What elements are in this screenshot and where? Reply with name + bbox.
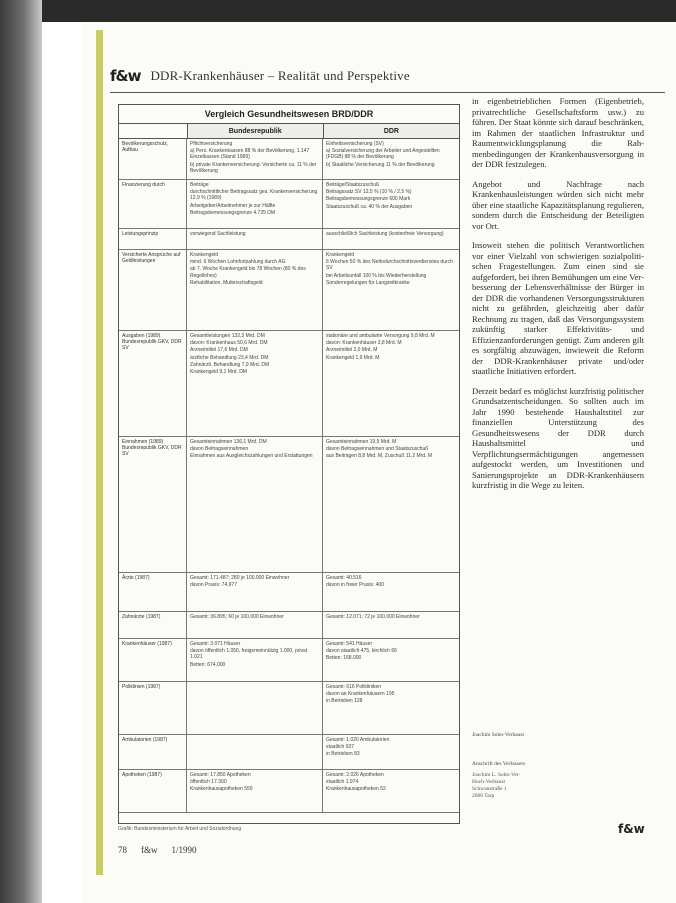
author-name: Joachim Sohn-Verhaust: [472, 732, 525, 738]
cell-ddr: [323, 770, 459, 812]
cell-ddr: [323, 612, 459, 638]
page-color-strip: [96, 30, 103, 875]
row-label: Ambulatorien (1987): [119, 735, 187, 769]
table-row: [119, 682, 459, 735]
cell-line: in Betrieben 128: [326, 698, 363, 705]
cell-line: Gesamtleistungen 132,3 Mrd. DM: [190, 333, 265, 339]
cell-line: davon an Krankenhäusern 195: [326, 691, 395, 698]
row-label: Zahnärzte (1987): [119, 612, 187, 638]
cell-line: Pflichtversicherung: [190, 141, 233, 147]
cell-ddr: [323, 573, 459, 611]
cell-line: Gesamt: 12.071; 72 je 100.000 Einwohner: [326, 614, 420, 620]
table-row: [119, 639, 459, 682]
scan-top-shadow: [0, 0, 676, 22]
cell-line: Gesamt: 3.071 Häuser: [190, 641, 241, 647]
cell-bundesrepublik: [187, 250, 323, 330]
cell-bundesrepublik: [187, 573, 323, 611]
cell-line: davon Praxis: 74.977: [190, 582, 237, 589]
cell-line: Beitragsbemessungsgrenze 600 Mark: [326, 196, 411, 203]
cell-ddr: [323, 437, 459, 572]
cell-line: stationäre und ambulante Versorgung 9,8 Mrd. M: [326, 333, 435, 339]
scan-left-shadow: [0, 0, 42, 903]
footer-issue: 1/1990: [171, 845, 197, 855]
cell-line: durchschnittlicher Beitragssatz ges. Krankenversicherung 12,9 % (1989): [190, 189, 318, 202]
cell-line: Gesamt: 2.026 Apotheken: [326, 772, 384, 778]
cell-line: Staatszuschuß ca. 40 % der Ausgaben: [326, 203, 413, 210]
row-label: Ärzte (1987): [119, 573, 187, 611]
cell-line: Arzneimittel 17,6 Mrd. DM: [190, 347, 248, 354]
row-label: Leistungsprinzip: [119, 229, 187, 249]
cell-line: a) Pers. Krankenkassen 88 % der Bevölkerung, 1.147 Einzelkassen (Stand 1989): [190, 148, 310, 161]
article-column: [472, 96, 644, 500]
row-label: Poliklinien (1987): [119, 682, 187, 734]
cell-line: Beiträge: [190, 182, 209, 188]
address-line: Schwanstraße 1: [472, 786, 507, 792]
table-title: Vergleich Gesundheitswesen BRD/DDR: [119, 105, 459, 124]
table-row: [119, 573, 459, 612]
cell-line: Krankenhausapotheken 52: [326, 786, 386, 793]
table-row: [119, 770, 459, 813]
cell-line: vorwiegend Sachleistung: [190, 231, 246, 237]
cell-line: Gesamt: 616 Polikliniken: [326, 684, 382, 690]
cell-line: Gesamt: 36.895; 60 je 100.000 Einwohner: [190, 614, 284, 620]
cell-line: ärztliche Behandlung 23,4 Mrd. DM: [190, 354, 269, 361]
table-row: [119, 229, 459, 250]
table-row: [119, 437, 459, 573]
cell-line: Betten: 674.000: [190, 661, 226, 668]
cell-line: bei Arbeitsunfall 100 % bis Wiederherstellung: [326, 272, 427, 279]
cell-line: b) private Krankenversicherung: Versicherte ca. 11 % der Bevölkerung: [190, 161, 317, 174]
cell-line: a) Sozialversicherung der Arbeiter und Angestellten (FDGB) 88 % der Bevölkerung: [326, 148, 440, 161]
row-label: Einnahmen (1989) Bundesrepublik GKV, DDR SV: [119, 437, 187, 572]
cell-line: davon in freier Praxis: 400: [326, 582, 385, 589]
cell-line: Krankengeld 1,9 Mrd. M: [326, 354, 380, 361]
table-row: [119, 331, 459, 437]
cell-line: Krankenhausapotheken 550: [190, 786, 253, 793]
cell-line: Zahnärztl. Behandlung 7,9 Mrd. DM: [190, 361, 270, 368]
author-address: [472, 772, 520, 800]
masthead: [110, 62, 670, 90]
table-row: [119, 250, 459, 331]
cell-line: Gesamt: 1.020 Ambulatorien: [326, 737, 390, 743]
cell-line: staatlich 937: [326, 744, 355, 751]
cell-line: Beitragssatz SV 12,5 % (10 % / 2,5 %): [326, 189, 412, 196]
header-ddr: DDR: [324, 124, 459, 138]
page-footer: [118, 845, 197, 855]
cell-line: 6 Wochen 50 % des Nettodurchschnittsverdienstes durch SV: [326, 259, 453, 272]
table-row: [119, 612, 459, 639]
cell-ddr: [323, 250, 459, 330]
header-rule: [110, 92, 665, 93]
cell-line: Gesamteinnahmen 19,5 Mrd. M: [326, 439, 397, 445]
cell-line: Gesamt: 541 Häuser: [326, 641, 373, 647]
cell-line: davon Beitragseinnahmen: [190, 446, 249, 453]
row-label: Finanzierung durch: [119, 180, 187, 228]
row-label: Bevölkerungsschutz, Aufbau: [119, 139, 187, 179]
table-row: [119, 180, 459, 229]
article-paragraph: Insoweit stehen die politisch Verantwortlichen vor einer Vielzahl von schwierigen sozialpolitischen Fragestellungen. Zum einen sind sie aufgefordert, bei ihren Bemühungen um eine Verbesserung der Lebensverhältnisse der Bürger in der DDR die vorhandenen Versorgungsstrukturen nicht zu gefährden, gleichzeitig aber dafür Rechnung zu tragen, daß das Versorgungssystem zukünftig starker Effektivitäts- und Effizienzanforderungen genügt. Zum anderen gilt es sorgfältig abzuwägen, inwieweit die Reform der DDR-Krankenhäuser private und/oder staatliche Initiativen erfordert.: [472, 240, 644, 376]
cell-line: Beiträge/Staatszuschuß: [326, 182, 380, 188]
article-paragraph: in eigenbetrieblichen Formen (Eigenbetrieb, privatrechtliche Gesellschaftsform usw.) zu führen. Der Staat könnte sich darauf beschränken, im Rahmen der staatlichen Infrastruktur und Raumentwicklungsplanung die Rahmenbedingungen der Krankenhausversorgung in der DDR festzulegen.: [472, 96, 644, 169]
cell-line: Gesamt: 40.516: [326, 575, 362, 581]
cell-line: davon: Krankenhaus 50,6 Mrd. DM: [190, 340, 268, 347]
footer-journal: f&w: [141, 845, 158, 855]
cell-line: mind. 6 Wochen Lohnfortzahlung durch AG: [190, 259, 286, 266]
table-source: Grafik: Bundesministerium für Arbeit und Sozialordnung: [118, 826, 242, 832]
cell-line: davon staatlich 475, kirchlich 66: [326, 648, 397, 655]
cell-bundesrepublik: [187, 612, 323, 638]
table-header: [119, 124, 459, 139]
cell-bundesrepublik: [187, 735, 323, 769]
cell-line: Krankengeld: [326, 252, 355, 258]
cell-bundesrepublik: [187, 180, 323, 228]
cell-ddr: [323, 735, 459, 769]
cell-line: Gesamt: 17.850 Apotheken: [190, 772, 251, 778]
cell-line: Beitragsbemessungsgrenze 4.725 DM: [190, 209, 276, 216]
row-label: Ausgaben (1989) Bundesrepublik GKV, DDR SV: [119, 331, 187, 436]
cell-line: aus Beiträgen 8,8 Mrd. M, Zuschuß 11,2 Mrd. M: [326, 453, 433, 460]
cell-bundesrepublik: [187, 229, 323, 249]
cell-line: Einheitsversicherung (SV): [326, 141, 384, 147]
table-body: [119, 139, 459, 813]
cell-line: öffentlich 17.300: [190, 779, 227, 786]
cell-bundesrepublik: [187, 682, 323, 734]
cell-bundesrepublik: [187, 770, 323, 812]
article-paragraph: Angebot und Nachfrage nach Krankenhausleistungen würden sich nicht mehr über eine staatliche Kapazitätsplanung regulieren, sondern durch die Entscheidung der Beteiligten vor Ort.: [472, 178, 644, 231]
cell-ddr: [323, 139, 459, 179]
address-line: Joachim L. Sohn-Ver-: [472, 772, 521, 778]
running-title: DDR-Krankenhäuser – Realität und Perspektive: [150, 68, 410, 83]
cell-line: Arzneimittel 2,0 Mrd. M: [326, 347, 378, 354]
page-number: 78: [118, 845, 127, 855]
address-title: Anschrift des Verfassers: [472, 761, 526, 767]
cell-line: Sonderregelungen für Langzeitkranke: [326, 279, 410, 286]
table-row: [119, 139, 459, 180]
cell-bundesrepublik: [187, 139, 323, 179]
cell-line: Arbeitgeber/Arbeitnehmer je zur Hälfte: [190, 202, 276, 209]
header-corner: [119, 124, 188, 138]
cell-line: Krankengeld: [190, 252, 219, 258]
cell-line: davon öffentlich 1.050, freigemeinnützig 1.000, privat 1.021: [190, 648, 308, 661]
cell-line: Gesamteinnahmen 136,1 Mrd. DM: [190, 439, 267, 445]
cell-bundesrepublik: [187, 437, 323, 572]
row-label: Krankenhäuser (1987): [119, 639, 187, 681]
cell-ddr: [323, 180, 459, 228]
row-label: Versicherte Ansprüche auf Geldleistungen: [119, 250, 187, 330]
cell-line: in Betrieben 83: [326, 751, 360, 758]
footer-logo: f&w: [618, 822, 645, 836]
cell-bundesrepublik: [187, 331, 323, 436]
header-bundesrepublik: Bundesrepublik: [188, 124, 324, 138]
cell-ddr: [323, 229, 459, 249]
cell-ddr: [323, 682, 459, 734]
cell-line: ab 7. Woche Krankengeld bis 78 Wochen (80 % des Regellohns): [190, 266, 306, 279]
cell-ddr: [323, 639, 459, 681]
address-line: Hoch-Verhaust: [472, 779, 505, 785]
comparison-table: [118, 104, 460, 824]
cell-line: Rehabilitation, Mutterschaftsgeld: [190, 279, 263, 286]
address-line: 2000 Tarp: [472, 793, 495, 799]
row-label: Apotheken (1987): [119, 770, 187, 812]
cell-line: Einnahmen aus Ausgleichszahlungen und Erstattungen: [190, 453, 313, 460]
cell-line: Betten: 168.000: [326, 655, 362, 662]
cell-line: staatlich 1.974: [326, 779, 359, 786]
cell-line: b) Staatliche Versicherung 11 % der Bevölkerung: [326, 161, 435, 168]
article-paragraph: Derzeit bedarf es möglichst kurzfristig politischer Grundsatzentscheidungen. So sollten auch im Jahr 1990 bestehende Haushaltstitel zur finanziellen Unterstützung des Gesundheitswesens der DDR durch Haushaltsmittel und Verpflichtungsermächtigungen angemessen aufgestockt werden, um Investitionen und Sanierungsprojekte an DDR-Krankenhäusern kurzfristig in die Wege zu leiten.: [472, 385, 644, 490]
journal-logo: f&w: [110, 67, 141, 85]
cell-line: davon Beitragseinnahmen und Staatszuschuß: [326, 446, 429, 453]
cell-line: davon: Krankenhäuser 3,8 Mrd. M: [326, 340, 402, 347]
cell-line: ausschließlich Sachleistung (kostenfreie Versorgung): [326, 231, 444, 237]
cell-ddr: [323, 331, 459, 436]
table-row: [119, 735, 459, 770]
cell-line: Krankengeld 9,1 Mrd. DM: [190, 369, 247, 376]
cell-bundesrepublik: [187, 639, 323, 681]
cell-line: Gesamt: 171.487; 280 je 100.000 Einwohner: [190, 575, 290, 581]
